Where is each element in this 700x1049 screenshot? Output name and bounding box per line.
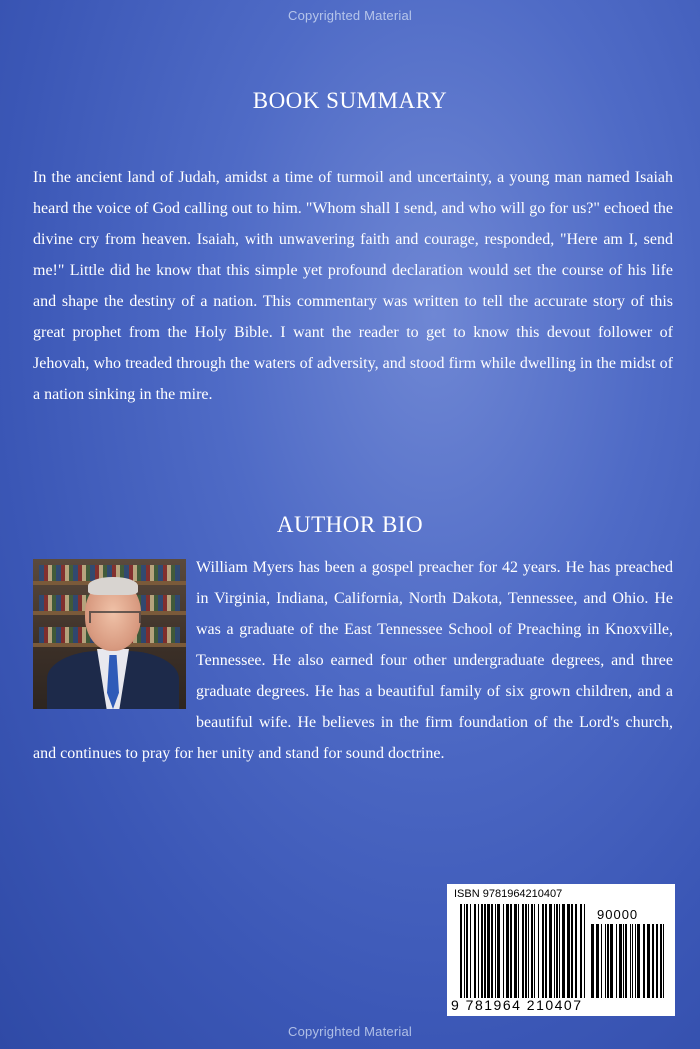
barcode-digits: 9 781964 210407: [451, 997, 583, 1013]
watermark-top: Copyrighted Material: [288, 8, 412, 23]
bio-heading: AUTHOR BIO: [276, 512, 424, 537]
isbn-barcode: [447, 884, 675, 1016]
barcode-addon: 90000: [597, 907, 639, 922]
barcode-bars-icon: [460, 904, 586, 998]
author-photo: [33, 559, 186, 709]
bio-text: William Myers has been a gospel preacher for 42 years. He has preached in Virginia, Indiana, California, North Dakota, Tennessee, and Ohio. He was a graduate of the East Tennessee School of Preaching in Knoxville, Tennessee. He also earned four other undergraduate degrees, and three graduate degrees. He has a beautiful family of six grown children, and a beautiful wife. He believes in the firm foundation of the Lord's church, and continues to pray for her unity and stand for sound doctrine.: [33, 559, 673, 762]
isbn-label: ISBN 9781964210407: [454, 888, 563, 900]
bio-block: [33, 552, 673, 769]
summary-text: In the ancient land of Judah, amidst a time of turmoil and uncertainty, a young man named Isaiah heard the voice of God calling out to him. "Whom shall I send, and who will go for us?" echoed the divine cry from heaven. Isaiah, with unwavering faith and courage, responded, "Here am I, send me!" Little did he know that this simple yet profound declaration would set the course of his life and shape the destiny of a nation. This commentary was written to tell the accurate story of this great prophet from the Holy Bible. I want the reader to get to know this devout follower of Jehovah, who treaded through the waters of adversity, and stood firm while dwelling in the midst of a nation sinking in the mire.: [33, 169, 673, 403]
watermark-bottom: Copyrighted Material: [288, 1024, 412, 1039]
barcode-addon-bars-icon: [591, 924, 667, 998]
summary-heading: BOOK SUMMARY: [252, 88, 448, 113]
